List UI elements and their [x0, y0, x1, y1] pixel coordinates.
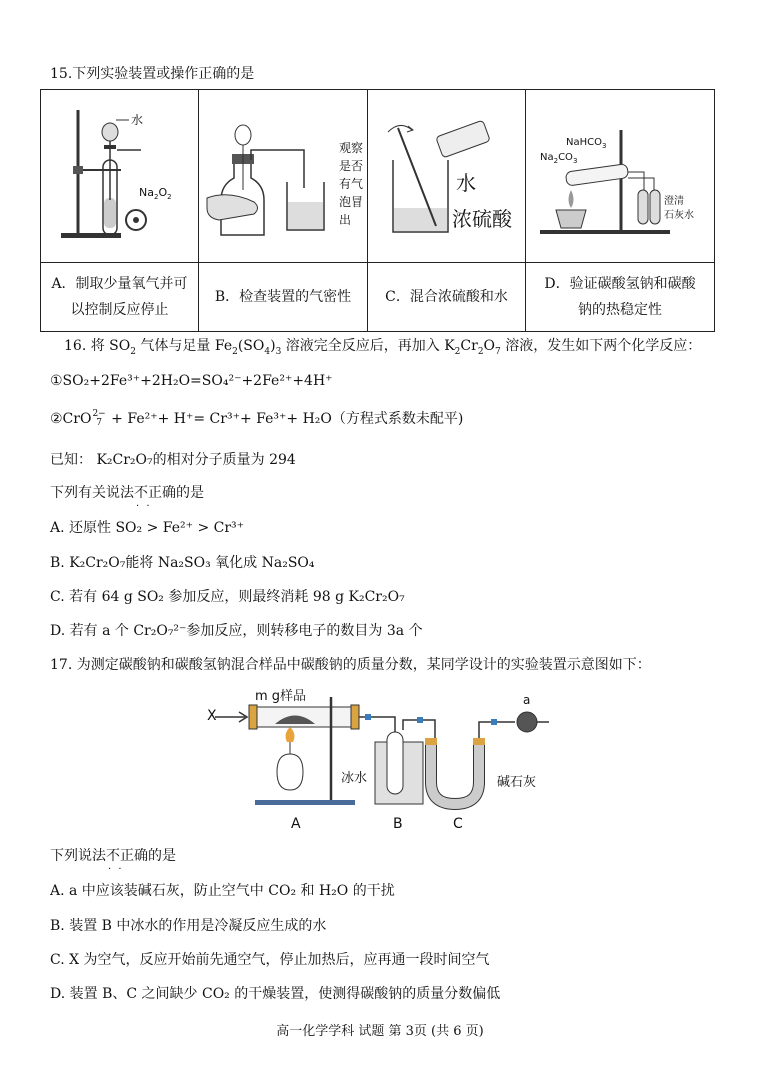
q15d-na2co3-label: $Na_2CO_3$: [540, 152, 578, 165]
q17-option-a[interactable]: A. a 中应该装碱石灰，防止空气中 CO₂ 和 H₂O 的干扰: [50, 883, 395, 899]
q15-option-d-line1: D．验证碳酸氢钠和碳酸: [544, 276, 696, 292]
q17-option-d[interactable]: D. 装置 B、C 之间缺少 CO₂ 的干燥装置，使测得碳酸钠的质量分数偏低: [50, 986, 501, 1002]
q15-option-d-line2: 钠的热稳定性: [578, 302, 662, 318]
q17-sample-label: m g样品: [255, 689, 307, 704]
q17-ice-label: 冰水: [341, 771, 368, 786]
q15-title: 15.下列实验装置或操作正确的是: [50, 66, 255, 82]
q15c-water-label: 水: [456, 171, 476, 195]
q17-option-b[interactable]: B. 装置 B 中冰水的作用是冷凝反应生成的水: [50, 918, 327, 934]
q15-option-a[interactable]: [41, 263, 199, 332]
q16-equation-2: ②CrO 2− 7 + Fe²⁺+ H⁺= Cr³⁺+ Fe³⁺+ H₂O（方程式系数未配平): [50, 409, 464, 428]
q15-option-b[interactable]: [199, 263, 368, 332]
q15-figure-a: [41, 90, 199, 263]
q17-x-label: X: [207, 708, 217, 724]
page-footer: 高一化学学科 试题 第 3页 (共 6 页): [276, 1024, 484, 1039]
q16-equation-1: ①SO₂+2Fe³⁺+2H₂O=SO₄²⁻+2Fe²⁺+4H⁺: [50, 373, 333, 389]
q15a-reagent-label: $Na_2O_2$: [139, 186, 172, 201]
q15-option-c-line1: C．混合浓硫酸和水: [385, 289, 508, 305]
q15-option-c[interactable]: [368, 263, 526, 332]
q17-label-a: A: [291, 816, 301, 832]
q15b-note-3: 有气: [339, 177, 364, 191]
q16-option-a[interactable]: A. 还原性 SO₂ > Fe²⁺ > Cr³⁺: [50, 520, 245, 536]
q15c-acid-label: 浓硫酸: [452, 207, 512, 231]
q16-option-d[interactable]: D. 若有 a 个 Cr₂O₇²⁻参加反应，则转移电子的数目为 3a 个: [50, 623, 423, 639]
q15-option-a-line2: 以控制反应停止: [70, 302, 169, 318]
q16-question: 下列有关说法不正确 · ·的是: [50, 483, 204, 503]
q15b-note-5: 出: [339, 213, 352, 227]
q15-figure-d: [526, 90, 715, 263]
q16-known: 已知： K₂Cr₂O₇的相对分子质量为 294: [50, 452, 296, 468]
q17-label-b: B: [393, 816, 403, 832]
q15b-note-4: 泡冒: [339, 195, 364, 209]
q15-figure-c: [368, 90, 526, 263]
q17-option-c[interactable]: C. X 为空气，反应开始前先通空气，停止加热后，应再通一段时间空气: [50, 952, 490, 968]
q16-option-c[interactable]: C. 若有 64 g SO₂ 参加反应，则最终消耗 98 g K₂Cr₂O₇: [50, 589, 405, 605]
q15-option-b-line1: B．检查装置的气密性: [214, 289, 352, 305]
q15a-water-label: 水: [131, 113, 144, 127]
q17-question: 下列说法不正确 · ·的是: [50, 846, 176, 866]
q15d-nahco3-label: NaHCO$_3$: [566, 137, 607, 150]
q17-lime-label: 碱石灰: [497, 775, 537, 790]
q15-option-a-line1: A．制取少量氧气并可: [51, 276, 188, 292]
q17-apparatus-figure: [205, 682, 565, 832]
q17-a-label: a: [523, 693, 531, 707]
q16-stem: 16. 将 $SO_2$ 气体与足量 $Fe_2(SO_4)_3$ 溶液完全反应后，再加入 $K_2Cr_2O_7$ 溶液，发生如下两个化学反应：: [64, 338, 702, 357]
q15-option-d[interactable]: [526, 263, 715, 332]
q15b-note-1: 观察: [339, 141, 364, 155]
q17-stem: 17. 为测定碳酸钠和碳酸氢钠混合样品中碳酸钠的质量分数，某同学设计的实验装置示意图如下：: [50, 657, 651, 673]
q15d-limewater-label-1: 澄清: [664, 196, 684, 207]
q15-options-table: [40, 89, 715, 332]
q15b-note-2: 是否: [339, 159, 364, 173]
q16-option-b[interactable]: B. K₂Cr₂O₇能将 Na₂SO₃ 氧化成 Na₂SO₄: [50, 555, 315, 571]
q15-figure-b: [199, 90, 368, 263]
q15d-limewater-label-2: 石灰水: [664, 210, 694, 221]
q17-label-c: C: [453, 816, 463, 832]
